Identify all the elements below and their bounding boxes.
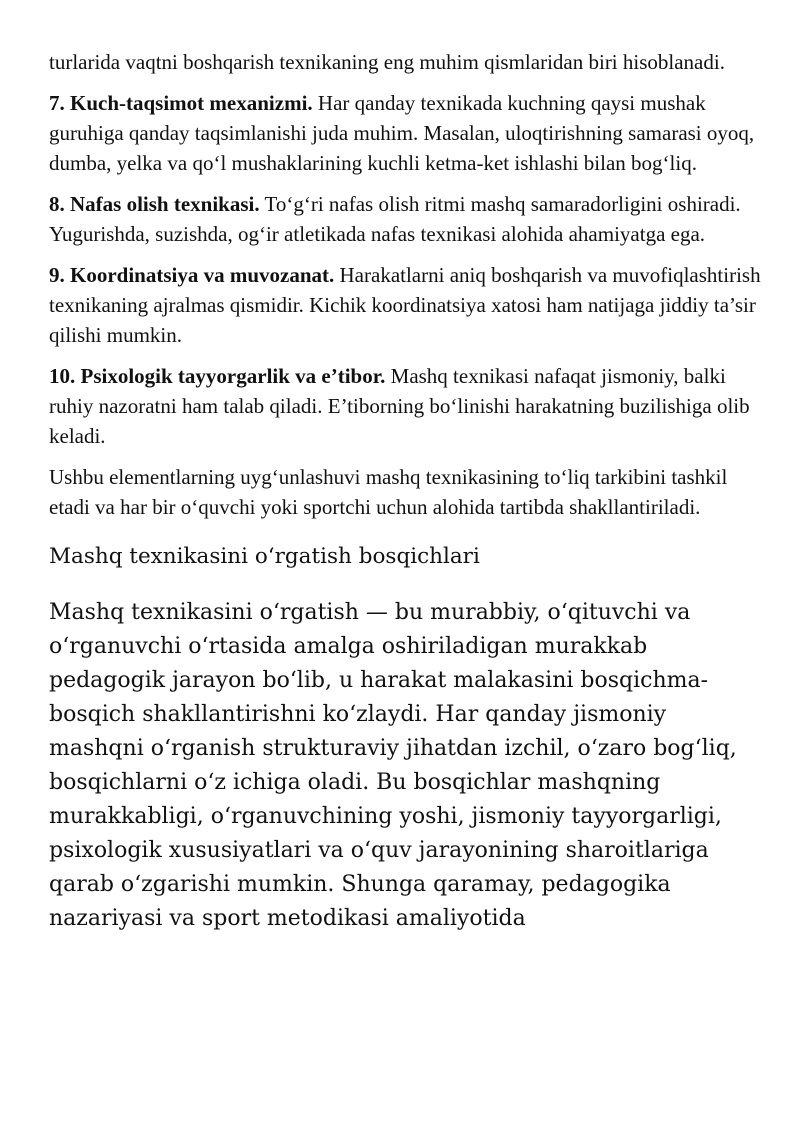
item-9-paragraph [49,260,761,350]
item-7-paragraph [49,88,761,178]
item-10-title: 10. Psixologik tayyorgarlik va e’tibor. [49,364,386,388]
item-8-paragraph [49,189,761,249]
item-7-title: 7. Kuch-taqsimot mexanizmi. [49,91,313,115]
intro-continuation-paragraph: turlarida vaqtni boshqarish texnikaning eng muhim qismlaridan biri hisoblanadi. [49,50,725,74]
summary-paragraph: Ushbu elementlarning uyg‘unlashuvi mashq texnikasining to‘liq tarkibini tashkil etadi va har bir o‘quvchi yoki sportchi uchun alohida tartibda shakllantiriladi. [49,465,728,519]
document-page [49,47,761,936]
item-9-text: Harakatlarni aniq boshqarish va muvofiqlashtirish texnikaning ajralmas qismidir. Kichik koordinatsiya xatosi ham natijaga jiddiy ta’sir qilishi mumkin. [49,263,761,347]
item-10-paragraph [49,361,761,451]
section-heading: Mashq texnikasini o‘rgatish bosqichlari [49,544,480,569]
item-9-title: 9. Koordinatsiya va muvozanat. [49,263,335,287]
section-body-paragraph: Mashq texnikasini o‘rgatish — bu murabbiy, o‘qituvchi va o‘rganuvchi o‘rtasida amalga oshiriladigan murakkab pedagogik jarayon bo‘lib, u harakat malakasini bosqichma-bosqich shakllantirishni ko‘zlaydi. Har qanday jismoniy mashqni o‘rganish strukturaviy jihatdan izchil, o‘zaro bog‘liq, bosqichlarni o‘z ichiga oladi. Bu bosqichlar mashqning murakkabligi, o‘rganuvchining yoshi, jismoniy tayyorgarligi, psixologik xususiyatlari va o‘quv jarayonining sharoitlariga qarab o‘zgarishi mumkin. Shunga qaramay, pedagogika nazariyasi va sport metodikasi amaliyotida [49,600,737,931]
item-10-text: Mashq texnikasi nafaqat jismoniy, balki ruhiy nazoratni ham talab qiladi. E’tiborning bo‘linishi harakatning buzilishiga olib keladi. [49,364,750,448]
item-8-text: To‘g‘ri nafas olish ritmi mashq samaradorligini oshiradi. Yugurishda, suzishda, og‘ir atletikada nafas texnikasi alohida ahamiyatga ega. [49,192,741,246]
item-8-title: 8. Nafas olish texnikasi. [49,192,260,216]
item-7-text: Har qanday texnikada kuchning qaysi mushak guruhiga qanday taqsimlanishi juda muhim. Masalan, uloqtirishning samarasi oyoq, dumba, yelka va qo‘l mushaklarining kuchli ketma-ket ishlashi bilan bog‘liq. [49,91,755,175]
